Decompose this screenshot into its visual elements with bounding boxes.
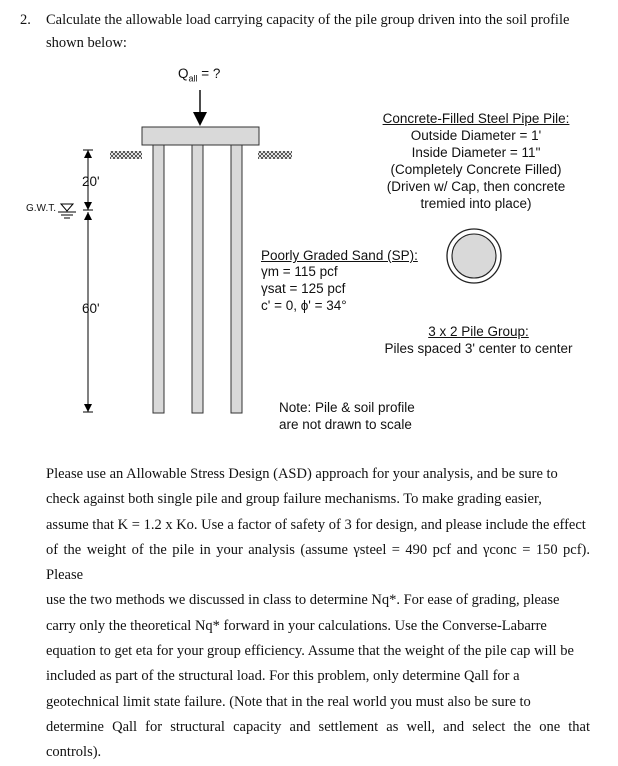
paragraph-line: of the weight of the pile in your analysis (assume γsteel = 490 pcf and γconc = 150 pcf). Please xyxy=(46,541,590,584)
group-title: 3 x 2 Pile Group: xyxy=(428,324,529,339)
paragraph-line: assume that K = 1.2 x Ko. Use a factor of safety of 3 for design, and please include the effect xyxy=(46,516,586,533)
pile-spec-line: Inside Diameter = 11" xyxy=(411,145,541,160)
problem-paragraph xyxy=(46,462,590,766)
pile-spec-title: Concrete-Filled Steel Pipe Pile: xyxy=(382,111,570,126)
pile-left xyxy=(153,145,164,413)
soil-line: γm = 115 pcf xyxy=(261,264,338,279)
question-text-line-2: shown below: xyxy=(46,35,127,51)
load-arrow-head xyxy=(193,112,207,126)
pile-spec-line: tremied into place) xyxy=(420,196,532,211)
paragraph-line: geotechnical limit state failure. (Note that in the real world you must also be sure to xyxy=(46,693,531,710)
paragraph-line: Please use an Allowable Stress Design (ASD) approach for your analysis, and be sure to xyxy=(46,466,558,482)
soil-line: c' = 0, ϕ' = 34° xyxy=(261,298,347,313)
pile-section-inner xyxy=(452,234,496,278)
pile-right xyxy=(231,145,242,413)
note-line: are not drawn to scale xyxy=(279,417,412,432)
pile-spec-line: Outside Diameter = 1' xyxy=(410,128,542,143)
depth-label-upper: 20' xyxy=(82,174,100,189)
load-label: $Q_{all}$ = ? xyxy=(178,66,221,84)
piles xyxy=(153,145,242,413)
ground-hatch-left xyxy=(110,151,142,159)
paragraph-line: determine Qall for structural capacity and settlement as well, and select the one that controls). xyxy=(46,718,590,761)
soil-title: Poorly Graded Sand (SP): xyxy=(261,248,418,263)
question-text-line-1: Calculate the allowable load carrying capacity of the pile group driven into the soil profile xyxy=(46,12,570,28)
paragraph-line: included as part of the structural load. For this problem, only determine Qall for a xyxy=(46,668,520,685)
gwt-symbol xyxy=(58,204,76,218)
pile-spec-line: (Driven w/ Cap, then concrete xyxy=(386,179,566,194)
note-line: Note: Pile & soil profile xyxy=(279,400,415,415)
pile-spec-line: (Completely Concrete Filled) xyxy=(390,162,562,177)
paragraph-line: use the two methods we discussed in class to determine Nq*. For ease of grading, please xyxy=(46,592,560,609)
soil-line: γsat = 125 pcf xyxy=(261,281,346,296)
pile-cap xyxy=(142,127,259,145)
depth-label-lower: 60' xyxy=(82,301,100,316)
group-line: Piles spaced 3' center to center xyxy=(384,341,573,356)
ground-hatch-right xyxy=(258,151,292,159)
paragraph-line: equation to get eta for your group efficiency. Assume that the weight of the pile cap will be xyxy=(46,643,574,660)
question-number: 2. xyxy=(20,12,31,28)
paragraph-line: carry only the theoretical Nq* forward in your calculations. Use the Converse-Labarre xyxy=(46,617,547,634)
pile-center xyxy=(192,145,203,413)
gwt-label: G.W.T. xyxy=(26,203,56,214)
paragraph-line: check against both single pile and group failure mechanisms. To make grading easier, xyxy=(46,491,542,508)
